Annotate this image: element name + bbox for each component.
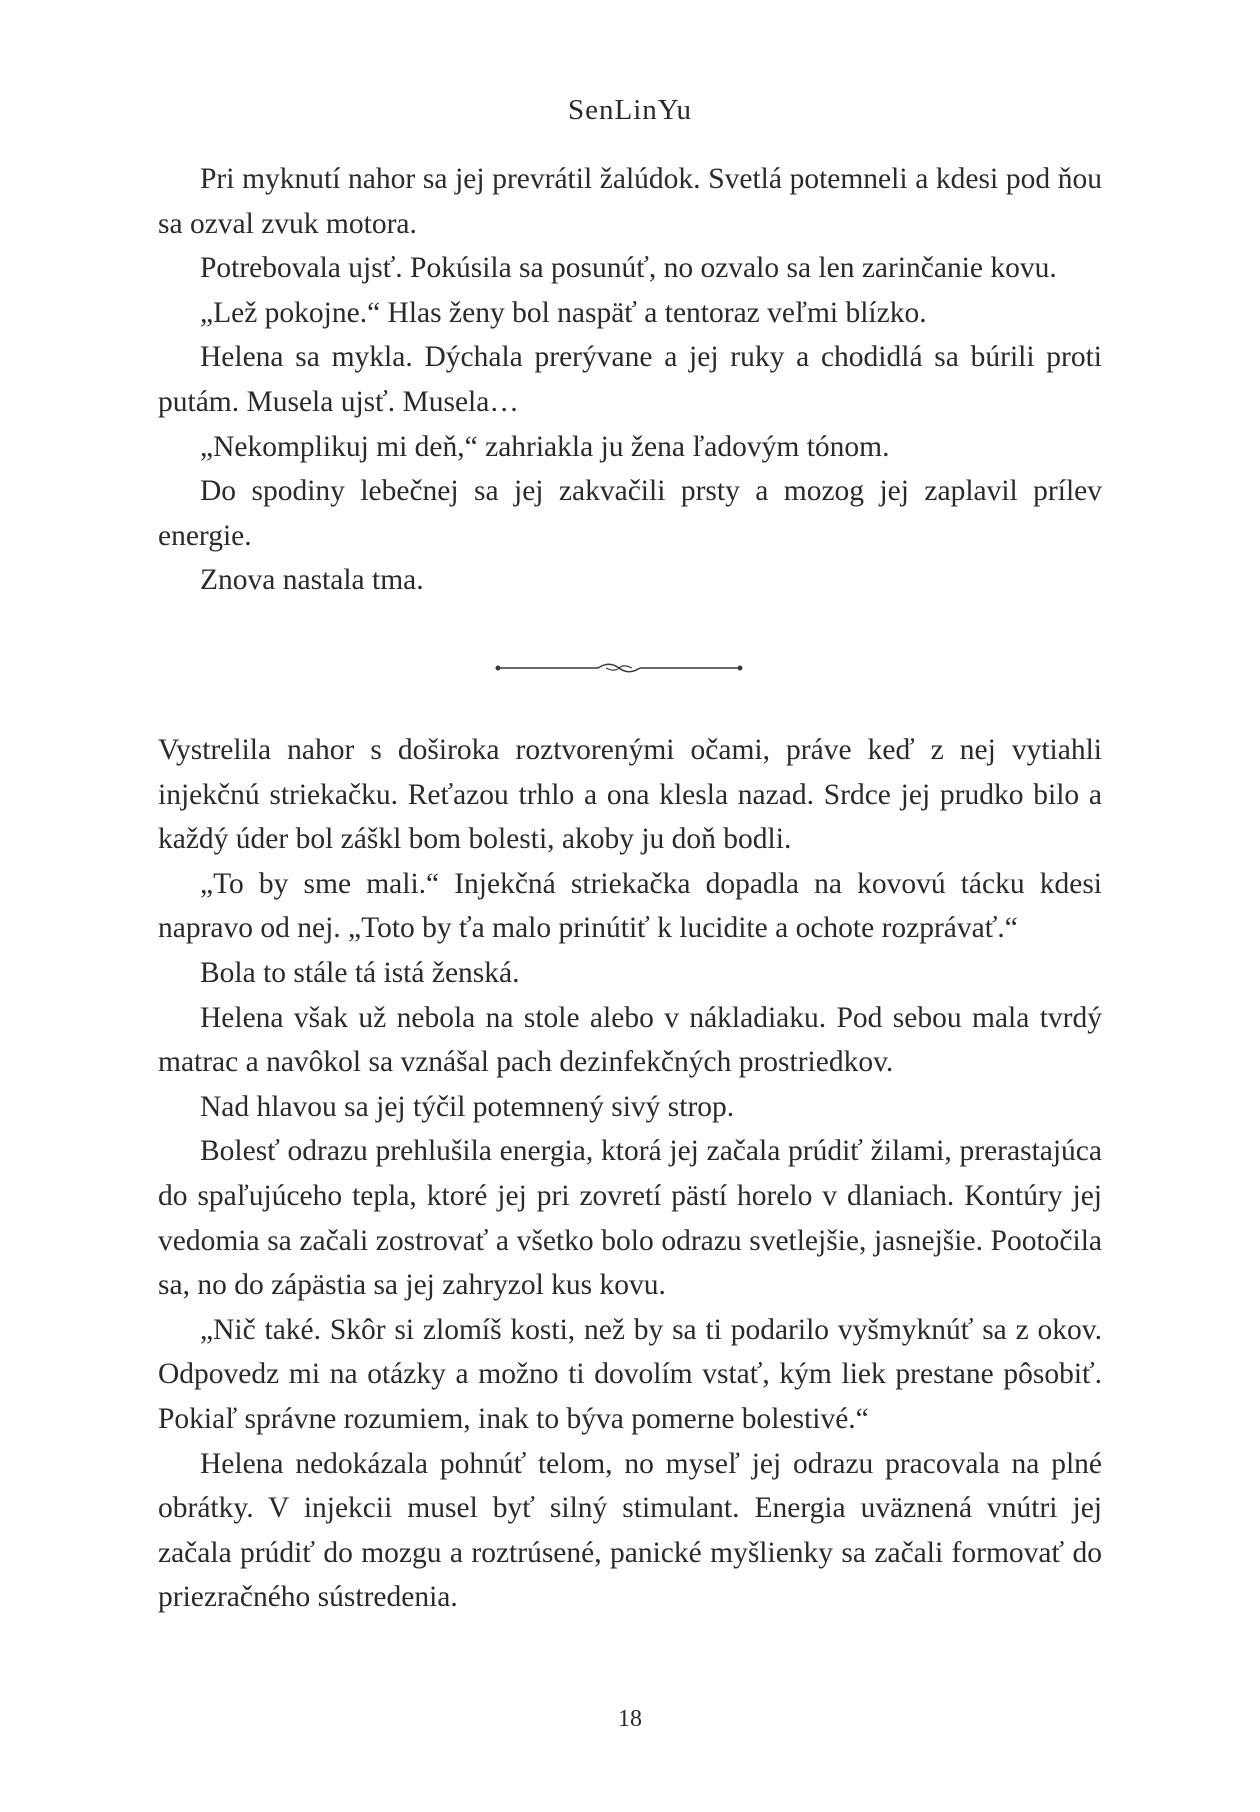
paragraph: Helena však už nebola na stole alebo v nákladiaku. Pod sebou mala tvrdý matrac a navôkol sa vznášal pach dezinfekčných prostriedkov. xyxy=(158,1001,1102,1079)
paragraph: Bolesť odrazu prehlušila energia, ktorá jej začala prúdiť žilami, prerastajúca do spaľujúceho tepla, ktoré jej pri zovretí pästí horelo v dlaniach. Kontúry jej vedomia sa začali zostrovať a všetko bolo odrazu svetlejšie, jasnejšie. Pootočila sa, no do zápästia sa jej zahryzol kus kovu. xyxy=(158,1135,1102,1302)
paragraph: „To by sme mali.“ Injekčná striekačka dopadla na kovovú tácku kdesi napravo od nej. „Toto by ťa malo prinútiť k lucidite a ochote rozprávať.“ xyxy=(158,867,1102,945)
paragraph: Do spodiny lebečnej sa jej zakvačili prsty a mozog jej zaplavil prílev energie. xyxy=(158,475,1102,552)
section-divider-ornament xyxy=(494,660,744,676)
paragraph: Helena nedokázala pohnúť telom, no myseľ jej odrazu pracovala na plné obrátky. V injekcii musel byť silný stimulant. Energia uväznená vnútri jej začala prúdiť do mozgu a roztrúsené, panické myšlienky sa začali formovať do priezračného sústredenia. xyxy=(158,1447,1102,1614)
paragraph: Vystrelila nahor s doširoka roztvorenými očami, práve keď z nej vytiahli injekčnú striekačku. Reťazou trhlo a ona klesla nazad. Srdce jej prudko bilo a každý úder bol záškl bom bolesti, akoby ju doň bodli. xyxy=(158,734,1102,856)
paragraph: Potrebovala ujsť. Pokúsila sa posunúť, no ozvalo sa len zarinčanie kovu. xyxy=(200,252,1057,285)
paragraph: „Lež pokojne.“ Hlas ženy bol naspäť a tentoraz veľmi blízko. xyxy=(200,296,927,329)
paragraph: „Nič také. Skôr si zlomíš kosti, než by sa ti podarilo vyšmyknúť sa z okov. Odpovedz mi na otázky a možno ti dovolím vstať, kým liek prestane pôsobiť. Pokiaľ správne rozumiem, inak to býva pomerne bolestivé.“ xyxy=(158,1313,1102,1435)
section-2-text xyxy=(158,728,1102,1620)
running-head xyxy=(0,94,1260,127)
paragraph: Helena sa mykla. Dýchala prerývane a jej ruky a chodidlá sa búrili proti putám. Musela ujsť. Musela… xyxy=(158,341,1102,418)
paragraph: Bola to stále tá istá ženská. xyxy=(200,956,520,989)
paragraph: Nad hlavou sa jej týčil potemnený sivý strop. xyxy=(200,1090,735,1123)
author-name: SenLinYu xyxy=(568,94,692,126)
section-1-text xyxy=(158,157,1102,603)
paragraph: „Nekomplikuj mi deň,“ zahriakla ju žena ľadovým tónom. xyxy=(200,430,890,463)
page-number: 18 xyxy=(618,1706,642,1732)
paragraph: Znova nastala tma. xyxy=(200,564,424,597)
paragraph: Pri myknutí nahor sa jej prevrátil žalúdok. Svetlá potemneli a kdesi pod ňou sa ozval zvuk motora. xyxy=(158,163,1102,240)
